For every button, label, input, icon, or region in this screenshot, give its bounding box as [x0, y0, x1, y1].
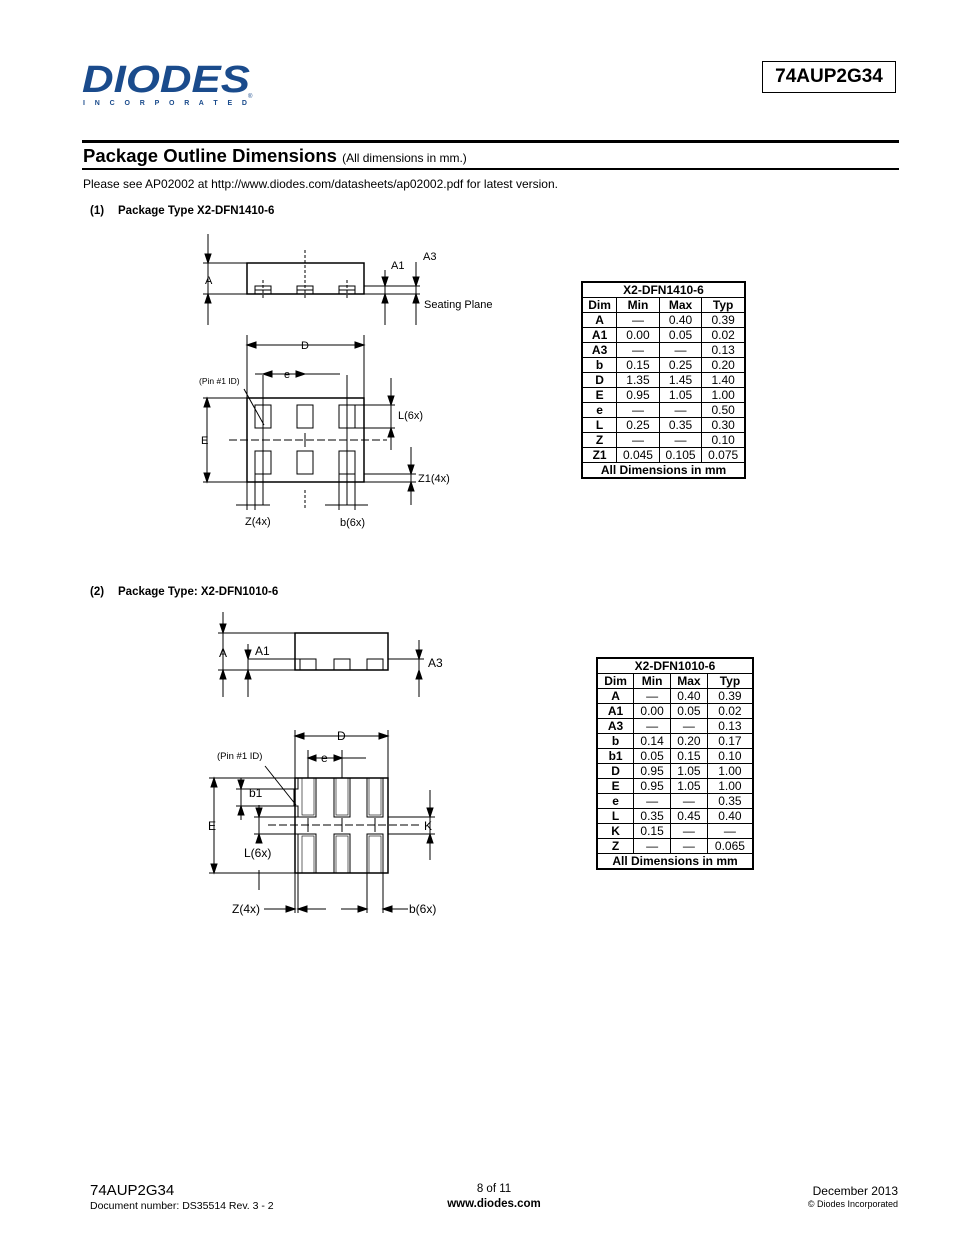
dim-name-cell: D: [597, 764, 634, 779]
table-row: [582, 403, 745, 418]
dim-name-cell: Z: [582, 433, 617, 448]
table-row: [597, 794, 753, 809]
dim-value-cell: 1.05: [671, 779, 708, 794]
pkg2-label-a3: A3: [428, 656, 443, 670]
dim-value-cell: —: [634, 794, 671, 809]
logo-subtext: I N C O R P O R A T E D: [83, 100, 247, 107]
table-row: [582, 358, 745, 373]
pkg2-table-footer: All Dimensions in mm: [597, 854, 753, 870]
pkg2-col-dim: Dim: [597, 674, 634, 689]
table-row: [582, 373, 745, 388]
dim-value-cell: 1.40: [702, 373, 745, 388]
table-row: [582, 343, 745, 358]
dim-value-cell: 0.075: [702, 448, 745, 463]
dim-value-cell: 0.35: [659, 418, 702, 433]
pkg1-label-l: L(6x): [398, 410, 424, 422]
dim-value-cell: —: [634, 689, 671, 704]
dim-value-cell: —: [671, 824, 708, 839]
dim-value-cell: 0.50: [702, 403, 745, 418]
logo-wordmark: DIODES: [82, 60, 250, 101]
pkg1-label-a1: A1: [391, 260, 405, 272]
table-row: [597, 749, 753, 764]
dim-value-cell: 0.25: [659, 358, 702, 373]
pkg2-label-d: D: [337, 729, 346, 743]
table-row: [582, 418, 745, 433]
table-row: [597, 689, 753, 704]
pkg1-label-z1: Z1(4x): [418, 473, 450, 485]
section-title: [83, 145, 467, 167]
dim-value-cell: 0.20: [671, 734, 708, 749]
package-1-drawing: [190, 228, 520, 533]
dim-value-cell: 0.30: [702, 418, 745, 433]
dim-name-cell: e: [597, 794, 634, 809]
pkg1-label-b: b(6x): [340, 517, 366, 529]
pkg2-label-z: Z(4x): [232, 902, 260, 916]
pkg2-label-e-width: E: [208, 819, 217, 833]
section-title-text: Package Outline Dimensions: [83, 145, 337, 166]
dim-name-cell: b1: [597, 749, 634, 764]
package-2-drawing: [205, 608, 450, 918]
table-row: [582, 313, 745, 328]
dim-value-cell: —: [671, 719, 708, 734]
dim-name-cell: A1: [582, 328, 617, 343]
section-subtitle: (All dimensions in mm.): [342, 151, 467, 165]
pkg2-side-body: [295, 633, 388, 670]
pkg2-label-pin1: (Pin #1 ID): [217, 751, 263, 762]
pkg1-side-pads: [255, 250, 355, 300]
title-rule-bottom: [82, 168, 899, 170]
dim-value-cell: 0.045: [617, 448, 660, 463]
table-row: [582, 328, 745, 343]
pkg1-label-pin1: (Pin #1 ID): [199, 376, 240, 386]
package-1-heading: [90, 205, 274, 217]
pkg1-table-caption: X2-DFN1410-6: [582, 282, 745, 298]
dim-name-cell: E: [597, 779, 634, 794]
dim-value-cell: 0.20: [702, 358, 745, 373]
pkg1-label-a: A: [205, 275, 213, 287]
pkg2-label-b: b(6x): [409, 902, 437, 916]
dim-value-cell: 0.40: [671, 689, 708, 704]
part-number-box: 74AUP2G34: [762, 61, 896, 93]
footer-copyright: © Diodes Incorporated: [807, 1199, 898, 1209]
table-row: [597, 719, 753, 734]
pkg1-label-a3: A3: [423, 251, 437, 263]
dim-name-cell: e: [582, 403, 617, 418]
dim-value-cell: 0.40: [659, 313, 702, 328]
pkg1-col-min: Min: [617, 298, 660, 313]
dim-value-cell: 0.35: [634, 809, 671, 824]
dim-value-cell: 0.10: [707, 749, 753, 764]
dim-name-cell: Z: [597, 839, 634, 854]
table-row: [582, 433, 745, 448]
dim-name-cell: Z1: [582, 448, 617, 463]
pkg2-label-k: K: [424, 819, 433, 833]
pkg2-label-b1: b1: [249, 786, 263, 800]
registered-icon: ®: [248, 94, 253, 100]
dim-value-cell: 0.13: [707, 719, 753, 734]
dim-name-cell: E: [582, 388, 617, 403]
dim-name-cell: b: [597, 734, 634, 749]
pkg2-col-max: Max: [671, 674, 708, 689]
table-row: [597, 839, 753, 854]
dim-name-cell: L: [597, 809, 634, 824]
package-2-title: Package Type: X2-DFN1010-6: [118, 586, 279, 598]
pkg1-col-typ: Typ: [702, 298, 745, 313]
dim-value-cell: 0.17: [707, 734, 753, 749]
reference-note: Please see AP02002 at http://www.diodes.com/datasheets/ap02002.pdf for latest version.: [83, 177, 558, 191]
dim-value-cell: —: [634, 839, 671, 854]
table-row: [597, 734, 753, 749]
pkg1-label-e-width: E: [201, 435, 209, 447]
dim-value-cell: —: [707, 824, 753, 839]
dim-name-cell: A3: [597, 719, 634, 734]
pkg2-label-l: L(6x): [244, 846, 272, 860]
dim-value-cell: —: [659, 403, 702, 418]
dim-value-cell: 1.45: [659, 373, 702, 388]
dim-name-cell: b: [582, 358, 617, 373]
pkg1-label-z: Z(4x): [245, 516, 271, 528]
dim-name-cell: A3: [582, 343, 617, 358]
table-row: [582, 388, 745, 403]
dim-value-cell: 1.05: [659, 388, 702, 403]
pkg2-col-min: Min: [634, 674, 671, 689]
dim-value-cell: 0.065: [707, 839, 753, 854]
pkg1-col-max: Max: [659, 298, 702, 313]
dim-value-cell: 1.00: [702, 388, 745, 403]
footer-date: December 2013: [812, 1184, 898, 1198]
dim-value-cell: —: [634, 719, 671, 734]
dim-value-cell: 0.15: [634, 824, 671, 839]
dim-value-cell: —: [659, 433, 702, 448]
package-2-number: (2): [90, 586, 105, 598]
dim-name-cell: L: [582, 418, 617, 433]
dim-value-cell: 0.25: [617, 418, 660, 433]
diodes-logo: [82, 60, 257, 108]
dim-value-cell: 0.14: [634, 734, 671, 749]
pkg2-col-typ: Typ: [707, 674, 753, 689]
dim-name-cell: A: [597, 689, 634, 704]
package-2-dimension-table: [596, 657, 754, 870]
dim-value-cell: 0.95: [617, 388, 660, 403]
dim-value-cell: —: [617, 313, 660, 328]
dim-value-cell: —: [617, 343, 660, 358]
dim-value-cell: 0.105: [659, 448, 702, 463]
package-2-heading: [90, 586, 278, 598]
pkg1-col-dim: Dim: [582, 298, 617, 313]
pkg1-label-seating: Seating Plane: [424, 299, 493, 311]
dim-value-cell: 0.15: [617, 358, 660, 373]
pkg1-table-footer: All Dimensions in mm: [582, 463, 745, 479]
pkg2-label-e: e: [321, 751, 328, 765]
footer-document-number: Document number: DS35514 Rev. 3 - 2: [90, 1200, 274, 1212]
dim-name-cell: A: [582, 313, 617, 328]
dim-value-cell: —: [671, 839, 708, 854]
dim-value-cell: 0.45: [671, 809, 708, 824]
table-row: [597, 704, 753, 719]
dim-value-cell: 0.05: [671, 704, 708, 719]
footer-website-link[interactable]: www.diodes.com: [447, 1198, 541, 1210]
dim-value-cell: 0.40: [707, 809, 753, 824]
dim-value-cell: —: [617, 403, 660, 418]
pkg2-top-pads: [268, 778, 420, 873]
dim-value-cell: 0.35: [707, 794, 753, 809]
dim-value-cell: 1.00: [707, 779, 753, 794]
table-row: [597, 779, 753, 794]
pkg2-label-a1: A1: [255, 644, 270, 658]
table-row: [582, 448, 745, 463]
footer-page-number: 8 of 11: [476, 1183, 512, 1195]
dim-value-cell: —: [659, 343, 702, 358]
dim-value-cell: 1.05: [671, 764, 708, 779]
table-row: [597, 824, 753, 839]
table-row: [597, 809, 753, 824]
dim-value-cell: —: [671, 794, 708, 809]
package-1-dimension-table: [581, 281, 746, 479]
dim-value-cell: 0.05: [634, 749, 671, 764]
pkg2-label-a: A: [219, 646, 228, 660]
dim-value-cell: 0.02: [702, 328, 745, 343]
title-rule-top: [82, 140, 899, 143]
package-1-title: Package Type X2-DFN1410-6: [118, 205, 275, 217]
dim-value-cell: 0.05: [659, 328, 702, 343]
dim-value-cell: 1.00: [707, 764, 753, 779]
dim-value-cell: 0.15: [671, 749, 708, 764]
dim-value-cell: 0.95: [634, 764, 671, 779]
dim-name-cell: K: [597, 824, 634, 839]
dim-value-cell: 0.95: [634, 779, 671, 794]
dim-value-cell: 1.35: [617, 373, 660, 388]
pkg2-table-caption: X2-DFN1010-6: [597, 658, 753, 674]
pkg1-label-e: e: [284, 369, 291, 381]
dim-value-cell: 0.00: [617, 328, 660, 343]
dim-name-cell: D: [582, 373, 617, 388]
dim-value-cell: 0.02: [707, 704, 753, 719]
footer-part-number: 74AUP2G34: [90, 1182, 175, 1199]
dim-value-cell: —: [617, 433, 660, 448]
dim-value-cell: 0.39: [707, 689, 753, 704]
pkg1-label-d: D: [301, 340, 309, 352]
package-1-number: (1): [90, 205, 105, 217]
pkg2-side-pads: [300, 659, 383, 670]
dim-value-cell: 0.13: [702, 343, 745, 358]
dim-value-cell: 0.39: [702, 313, 745, 328]
dim-name-cell: A1: [597, 704, 634, 719]
dim-value-cell: 0.00: [634, 704, 671, 719]
table-row: [597, 764, 753, 779]
dim-value-cell: 0.10: [702, 433, 745, 448]
